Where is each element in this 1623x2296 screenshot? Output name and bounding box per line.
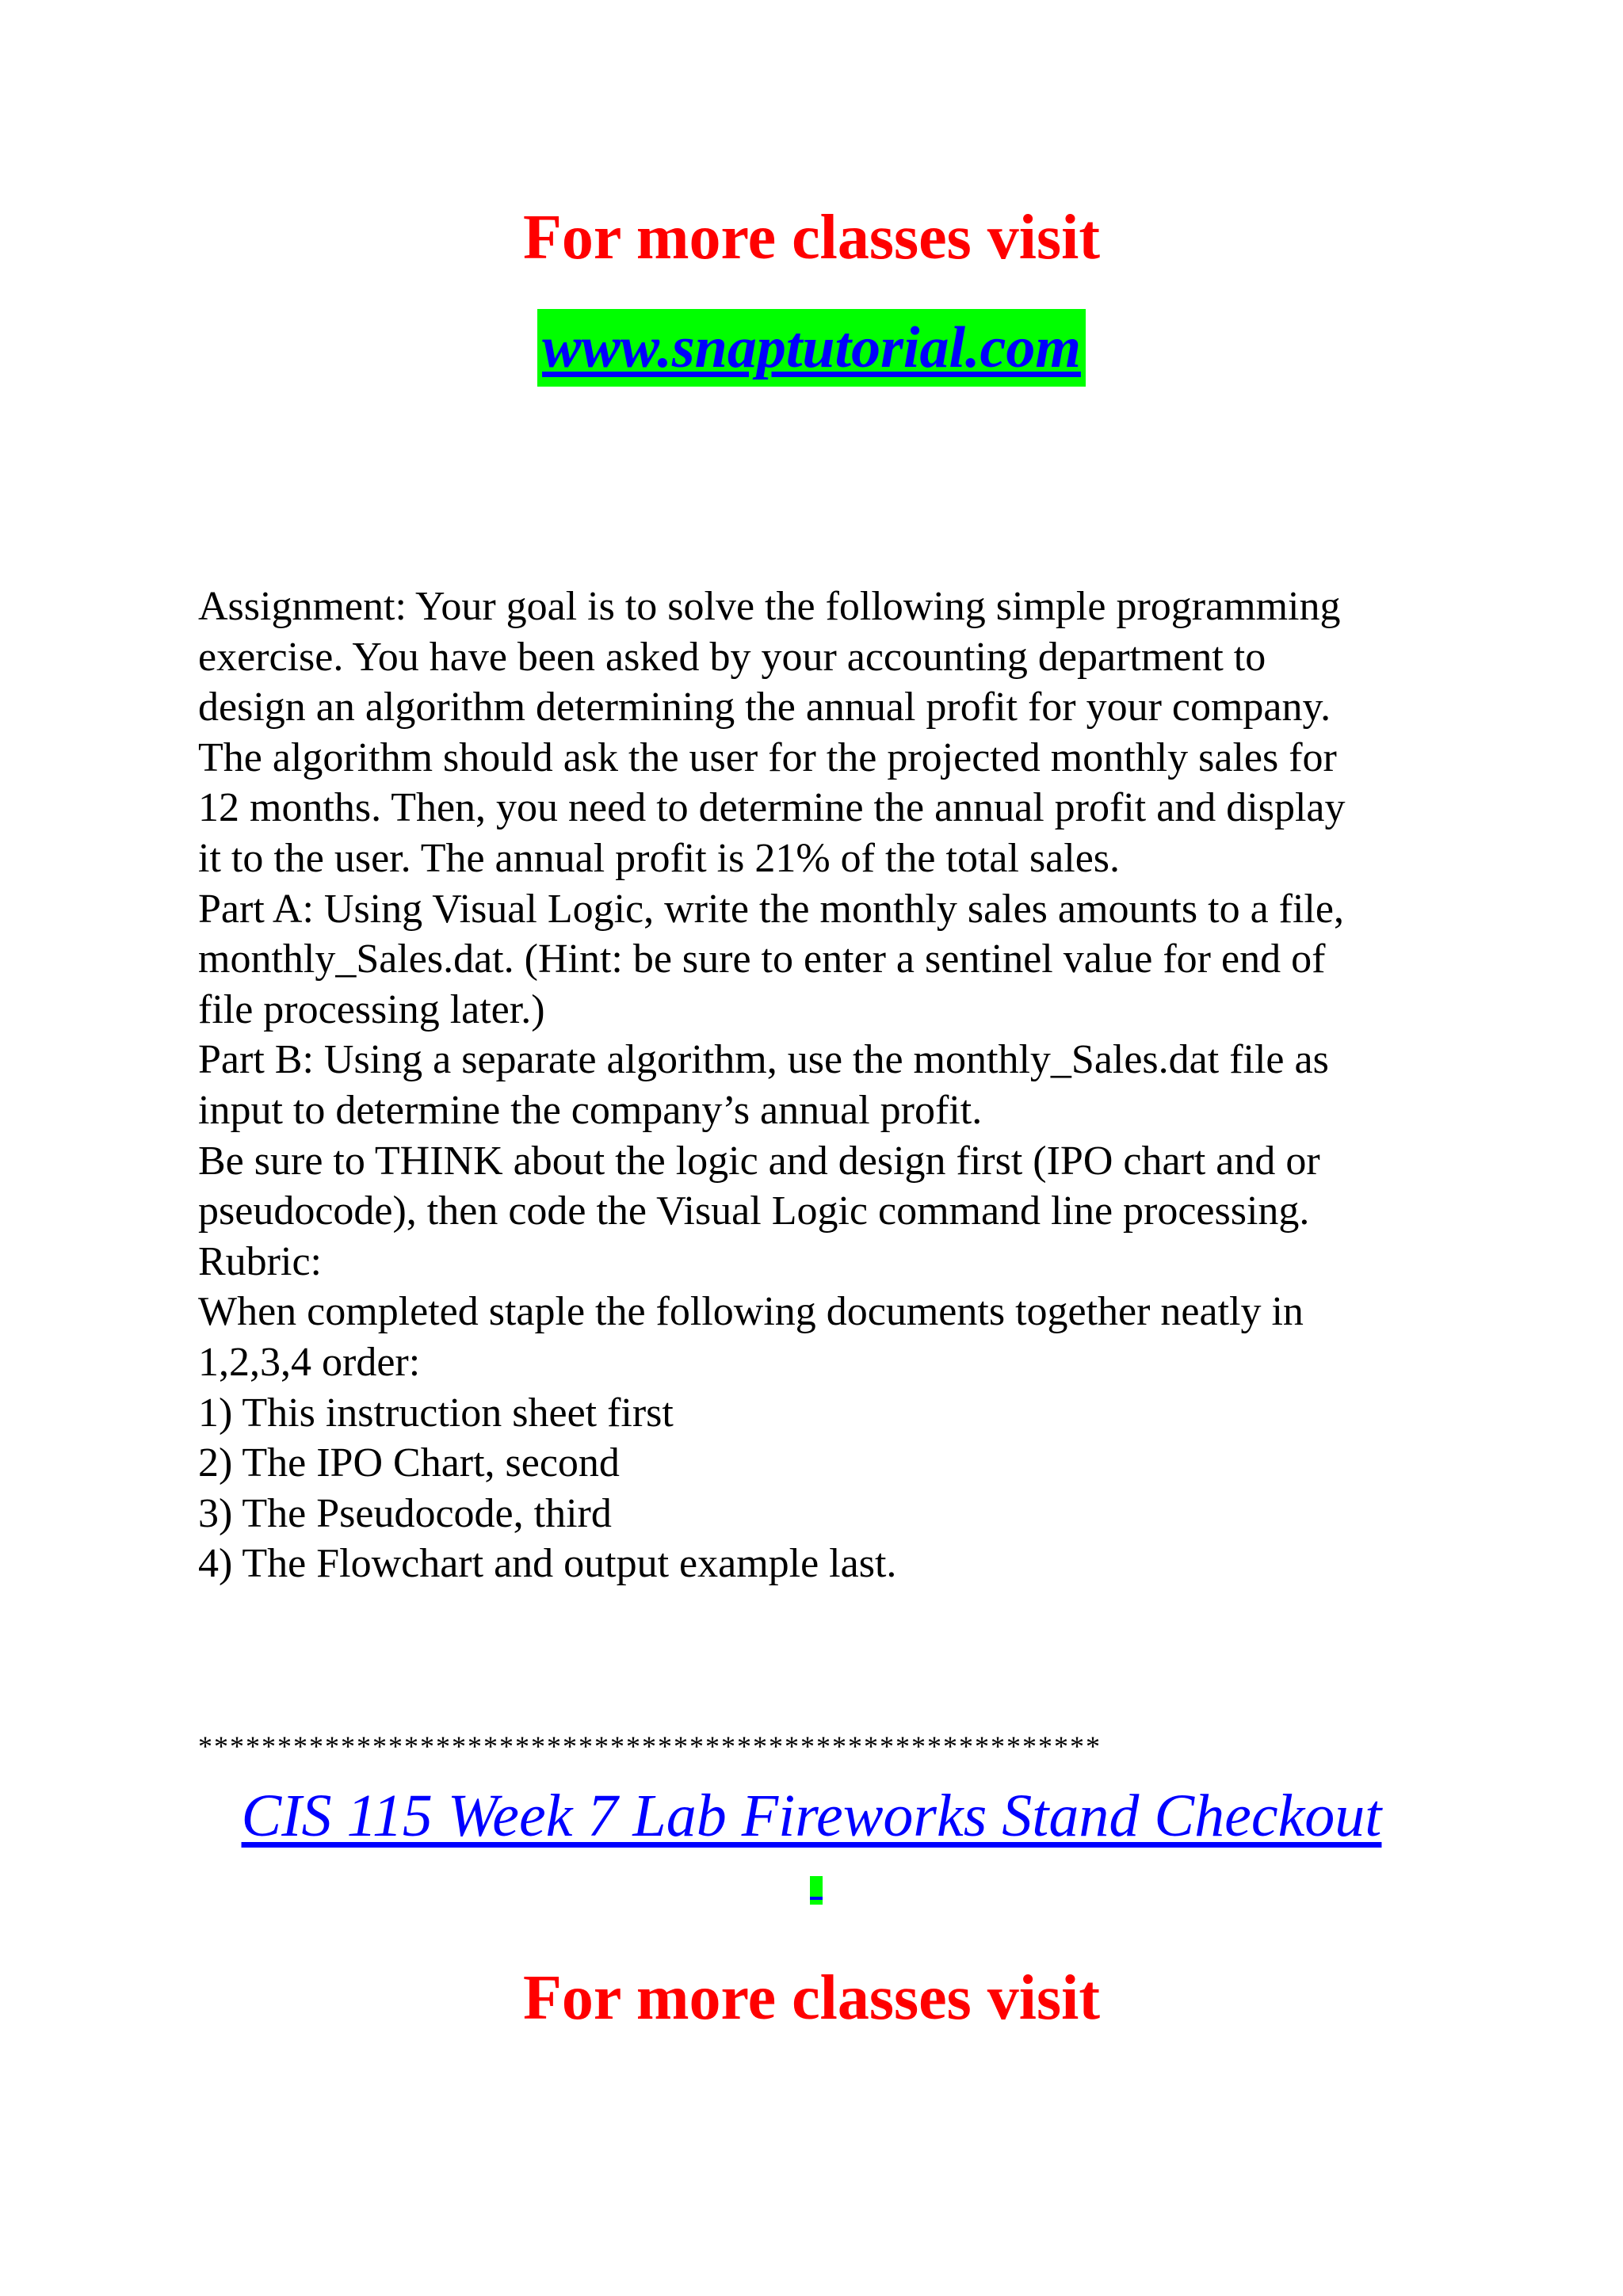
assignment-line: Assignment: Your goal is to solve the following simple programming [198,584,1341,629]
assignment-line: The algorithm should ask the user for the projected monthly sales for [198,734,1337,780]
assignment-line: Rubric: [198,1238,322,1284]
assignment-line: 2) The IPO Chart, second [198,1440,620,1486]
assignment-line: When completed staple the following documents together neatly in [198,1289,1304,1335]
promo-heading-bottom: For more classes visit [522,1963,1100,2033]
site-link-container [0,309,1623,387]
promo-heading-top: For more classes visit [522,203,1100,273]
assignment-line: Part A: Using Visual Logic, write the monthly sales amounts to a file, [198,886,1344,932]
assignment-line: 3) The Pseudocode, third [198,1490,612,1536]
assignment-line: it to the user. The annual profit is 21% of the total sales. [198,835,1121,881]
assignment-line: 1,2,3,4 order: [198,1339,421,1385]
assignment-text [198,582,1434,1589]
assignment-line: pseudocode), then code the Visual Logic command line processing. [198,1188,1310,1234]
assignment-line: input to determine the company’s annual profit. [198,1087,983,1133]
assignment-line: file processing later.) [198,986,545,1032]
assignment-line: Be sure to THINK about the logic and design first (IPO chart and or [198,1138,1320,1184]
course-link[interactable]: CIS 115 Week 7 Lab Fireworks Stand Checkout [241,1783,1382,1849]
assignment-line: design an algorithm determining the annual profit for your company. [198,685,1331,730]
assignment-line: Part B: Using a separate algorithm, use the monthly_Sales.dat file as [198,1037,1329,1083]
assignment-line: 4) The Flowchart and output example last. [198,1541,897,1587]
assignment-line: 12 months. Then, you need to determine the annual profit and display [198,785,1346,831]
highlight-marker [810,1876,823,1905]
site-link[interactable]: www.snaptutorial.com [537,309,1086,387]
separator-stars: ********************************************************* [198,1730,1102,1762]
assignment-line: monthly_Sales.dat. (Hint: be sure to enter a sentinel value for end of [198,936,1326,982]
assignment-line: 1) This instruction sheet first [198,1390,674,1436]
assignment-line: exercise. You have been asked by your accounting department to [198,634,1266,680]
